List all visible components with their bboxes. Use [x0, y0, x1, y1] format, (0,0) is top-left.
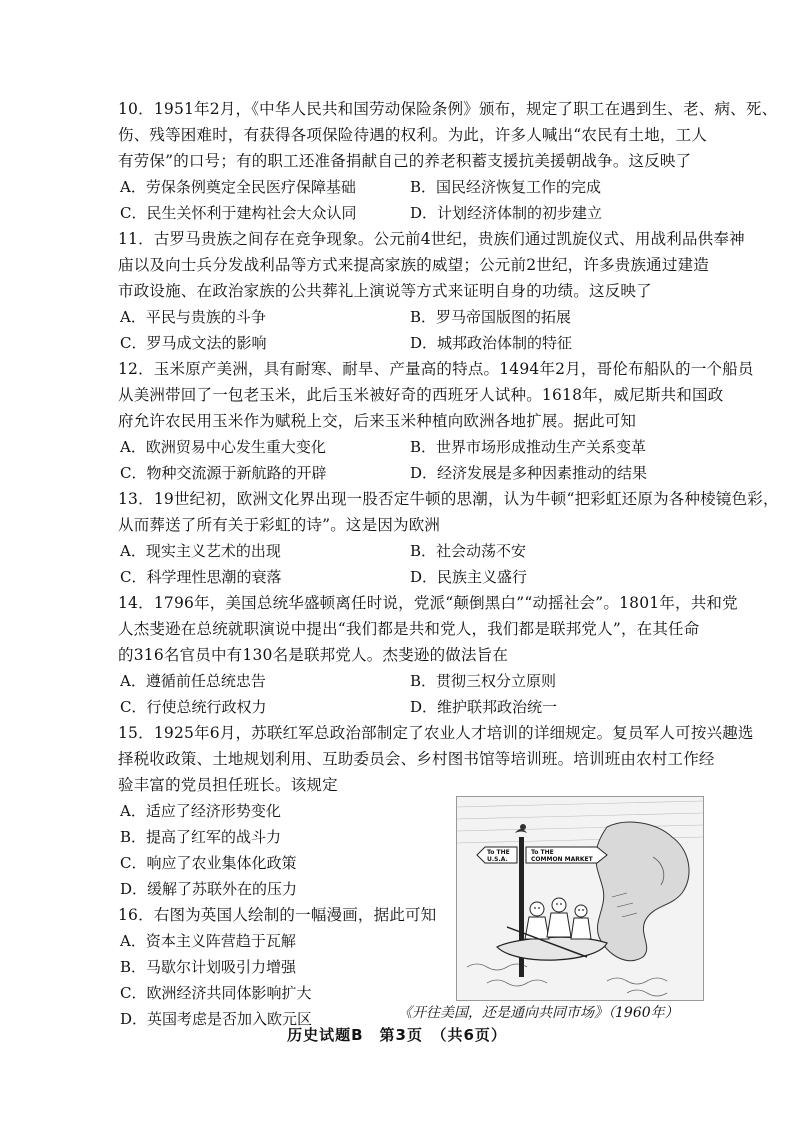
q10-option-b: B．国民经济恢复工作的完成 — [410, 178, 602, 196]
q13-option-d: D．民族主义盛行 — [410, 568, 528, 586]
q15-option-a: A．适应了经济形势变化 — [120, 802, 281, 820]
q16-option-b: B．马歇尔计划吸引力增强 — [120, 958, 297, 976]
q10-line-2: 伤、残等困难时，有获得各项保险待遇的权利。为此，许多人喊出“农民有土地，工人 — [118, 126, 708, 144]
cartoon-drawing — [457, 797, 703, 1000]
q12-option-c: C．物种交流源于新航路的开辟 — [120, 464, 327, 482]
q11-option-c: C．罗马成文法的影响 — [120, 334, 267, 352]
q16-line-1: 16．右图为英国人绘制的一幅漫画，据此可知 — [118, 906, 437, 924]
q12-option-d: D．经济发展是多种因素推动的结果 — [410, 464, 648, 482]
q10-option-c: C．民生关怀利于建构社会大众认同 — [120, 204, 357, 222]
sign-left-text-1: To THE — [487, 849, 510, 856]
q13-line-2: 从而葬送了所有关于彩虹的诗”。这是因为欧洲 — [118, 516, 441, 534]
q14-line-2: 人杰斐逊在总统就职演说中提出“我们都是共和党人，我们都是联邦党人”，在其任命 — [118, 620, 700, 638]
q10-line-3: 有劳保”的口号；有的职工还准备捐献自己的养老积蓄支援抗美援朝战争。这反映了 — [118, 152, 692, 170]
q14-line-1: 14．1796年，美国总统华盛顿离任时说，党派“颠倒黑白”“动摇社会”。1801年，共和党 — [118, 594, 738, 612]
q14-option-b: B．贯彻三权分立原则 — [410, 672, 557, 690]
q16-option-a: A．资本主义阵营趋于瓦解 — [120, 932, 296, 950]
q11-option-b: B．罗马帝国版图的拓展 — [410, 308, 572, 326]
q11-line-3: 市政设施、在政治家族的公共葬礼上演说等方式来证明自身的功绩。这反映了 — [118, 282, 652, 300]
q14-option-a: A．遵循前任总统忠告 — [120, 672, 266, 690]
q13-option-a: A．现实主义艺术的出现 — [120, 542, 281, 560]
q13-option-c: C．科学理性思潮的衰落 — [120, 568, 282, 586]
q14-option-d: D．维护联邦政治统一 — [410, 698, 558, 716]
q10-line-1: 10．1951年2月，《中华人民共和国劳动保险条例》颁布，规定了职工在遇到生、老、病、死、 — [118, 100, 778, 118]
q12-line-2: 从美洲带回了一包老玉米，此后玉米被好奇的西班牙人试种。1618年，威尼斯共和国政 — [118, 386, 724, 404]
cartoon-caption: 《开往美国，还是通向共同市场》（1960年） — [398, 1005, 679, 1021]
q15-option-c: C．响应了农业集体化政策 — [120, 854, 297, 872]
sign-left-text-2: U.S.A. — [487, 856, 508, 863]
sign-right-text-2: COMMON MARKET — [531, 856, 593, 863]
q12-option-a: A．欧洲贸易中心发生重大变化 — [120, 438, 326, 456]
q16-option-c: C．欧洲经济共同体影响扩大 — [120, 984, 312, 1002]
sign-right-text-1: To THE — [531, 849, 554, 856]
q13-option-b: B．社会动荡不安 — [410, 542, 527, 560]
q14-line-3: 的316名官员中有130名是联邦党人。杰斐逊的做法旨在 — [118, 646, 509, 664]
q15-option-b: B．提高了红军的战斗力 — [120, 828, 282, 846]
q12-line-1: 12．玉米原产美洲，具有耐寒、耐旱、产量高的特点。1494年2月，哥伦布船队的一个船员 — [118, 360, 754, 378]
page-footer: 历史试题B 第3页 （共6页） — [287, 1026, 507, 1044]
q16-option-d: D．英国考虑是否加入欧元区 — [120, 1010, 313, 1028]
q11-line-2: 庙以及向士兵分发战利品等方式来提高家族的威望；公元前2世纪，许多贵族通过建造 — [118, 256, 709, 274]
q10-option-a: A．劳保条例奠定全民医疗保障基础 — [120, 178, 356, 196]
q11-option-d: D．城邦政治体制的特征 — [410, 334, 573, 352]
q12-option-b: B．世界市场形成推动生产关系变革 — [410, 438, 647, 456]
q12-line-3: 府允许农民用玉米作为赋税上交，后来玉米种植向欧洲各地扩展。据此可知 — [118, 412, 637, 430]
q13-line-1: 13．19世纪初，欧洲文化界出现一股否定牛顿的思潮，认为牛顿“把彩虹还原为各种棱镜色彩， — [118, 490, 779, 508]
cartoon-illustration — [456, 796, 704, 1001]
q15-line-2: 择税收政策、土地规划利用、互助委员会、乡村图书馆等培训班。培训班由农村工作经 — [118, 750, 715, 768]
q15-line-1: 15．1925年6月，苏联红军总政治部制定了农业人才培训的详细规定。复员军人可按兴趣选 — [118, 724, 754, 742]
q10-option-d: D．计划经济体制的初步建立 — [410, 204, 603, 222]
q11-line-1: 11．古罗马贵族之间存在竞争现象。公元前4世纪，贵族们通过凯旋仪式、用战利品供奉神 — [118, 230, 745, 248]
q15-line-3: 验丰富的党员担任班长。该规定 — [118, 776, 338, 794]
q11-option-a: A．平民与贵族的斗争 — [120, 308, 266, 326]
q15-option-d: D．缓解了苏联外在的压力 — [120, 880, 298, 898]
q14-option-c: C．行使总统行政权力 — [120, 698, 267, 716]
